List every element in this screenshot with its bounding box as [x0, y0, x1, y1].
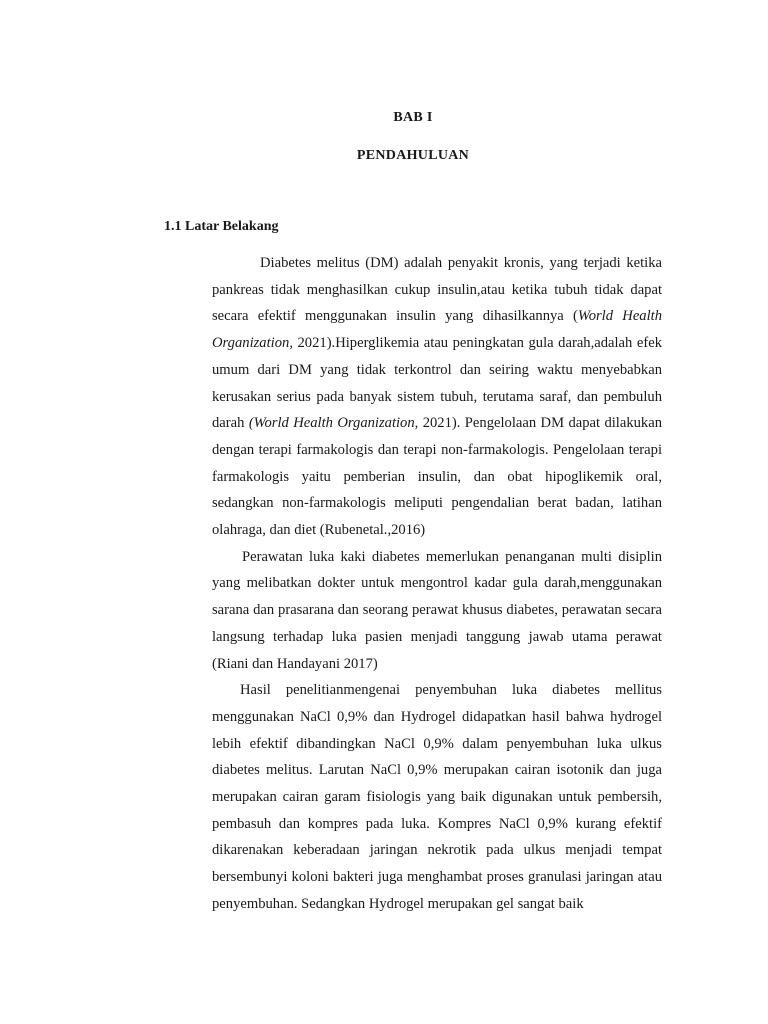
- paragraph-1: [212, 250, 662, 544]
- p1-citation-italic: World Health Organization: [212, 308, 662, 352]
- p1-citation-italic: (World Health Organization: [248, 415, 415, 432]
- p1-run: , 2021). Pengelolaan DM dapat dilakukan dengan terapi farmakologis dan terapi non-farmakologis. Pengelolaan terapi farmakologis yaitu pemberian insulin, dan obat hipoglikemik oral, sedangkan non-farmakologis meliputi pengendalian berat badan, latihan olahraga, dan diet (Rubenetal.,2016): [212, 415, 663, 539]
- p1-run: Diabetes melitus (DM) adalah penyakit kronis, yang terjadi ketika pankreas tidak menghasilkan cukup insulin,atau ketika tubuh tidak dapat secara efektif menggunakan insulin yang dihasilkannya (: [212, 255, 662, 325]
- paragraph-2: Perawatan luka kaki diabetes memerlukan penanganan multi disiplin yang melibatkan dokter untuk mengontrol kadar gula darah,menggunakan sarana dan prasarana dan seorang perawat khusus diabetes, perawatan secara langsung terhadap luka pasien menjadi tanggung jawab utama perawat (Riani dan Handayani 2017): [212, 548, 662, 672]
- chapter-title: PENDAHULUAN: [356, 148, 470, 163]
- p1-run: , 2021).Hiperglikemia atau peningkatan gula darah,adalah efek umum dari DM yang tidak terkontrol dan seiring waktu menyebabkan kerusakan serius pada banyak sistem tubuh, terutama saraf, dan pembuluh darah: [212, 335, 662, 432]
- body-text: [212, 250, 662, 918]
- chapter-number: BAB I: [393, 110, 433, 125]
- section-heading: 1.1 Latar Belakang: [164, 219, 279, 234]
- paragraph-3: Hasil penelitianmengenai penyembuhan luka diabetes mellitus menggunakan NaCl 0,9% dan Hydrogel didapatkan hasil bahwa hydrogel lebih efektif dibandingkan NaCl 0,9% dalam penyembuhan luka ulkus diabetes melitus. Larutan NaCl 0,9% merupakan cairan isotonik dan juga merupakan cairan garam fisiologis yang baik digunakan untuk pembersih, pembasuh dan kompres pada luka. Kompres NaCl 0,9% kurang efektif dikarenakan keberadaan jaringan nekrotik pada ulkus menjadi tempat bersembunyi koloni bakteri juga menghambat proses granulasi jaringan atau penyembuhan. Sedangkan Hydrogel merupakan gel sangat baik: [212, 682, 662, 912]
